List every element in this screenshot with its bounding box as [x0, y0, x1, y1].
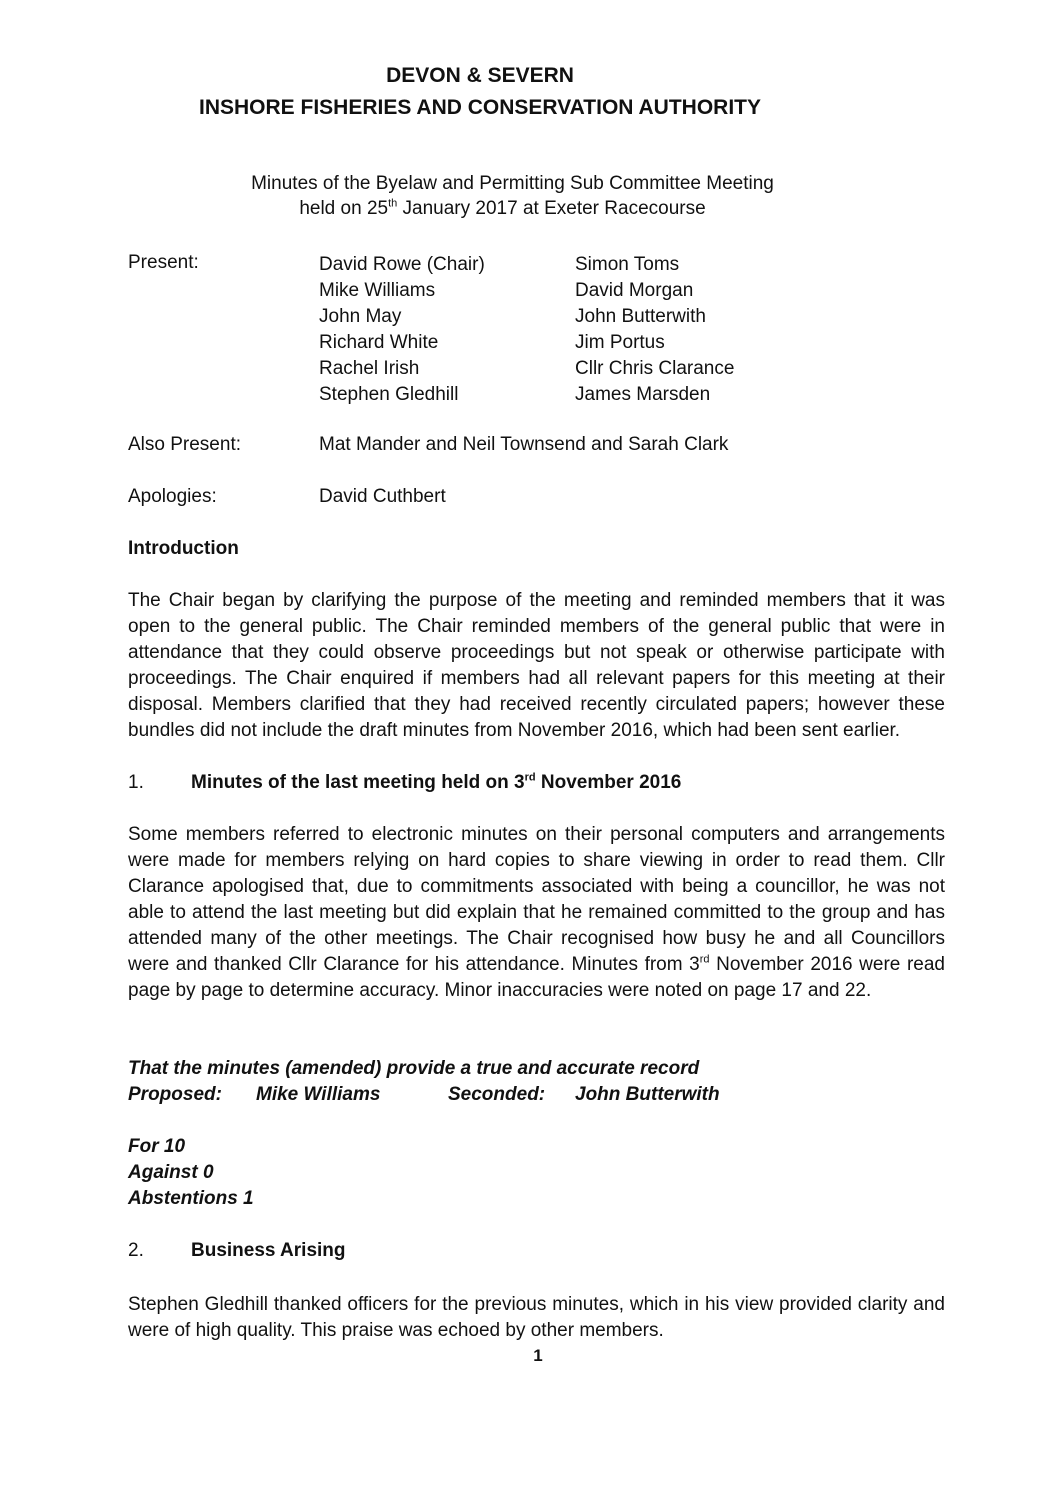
page-number: 1 [533, 1346, 543, 1365]
attendee: Rachel Irish [319, 358, 420, 379]
apologies-value: David Cuthbert [319, 486, 446, 507]
attendee: John May [319, 306, 402, 327]
attendee: Stephen Gledhill [319, 384, 459, 405]
section-1-title-suffix: rd [524, 771, 536, 784]
proposed-name: Mike Williams [256, 1084, 381, 1105]
section-1-body-text: Some members referred to electronic minutes on their personal computers and arrangements were made for members relying on hard copies to share viewing in order to read them. Cllr Clarance apologised that, due to commitments associated with being a councillor, he was not able to attend the last meeting but did explain that he remained committed to the group and has attended many of the other meetings. The Chair recognised how busy he and all Councillors were and thanked Cllr Clarance for his attendance. Minutes from 3 [128, 824, 945, 975]
also-present-label: Also Present: [128, 434, 241, 455]
vote-against: Against 0 [128, 1162, 214, 1183]
section-1-body-suffix: rd [699, 953, 710, 966]
attendee: David Rowe (Chair) [319, 254, 485, 275]
resolution-text: That the minutes (amended) provide a true and accurate record [128, 1058, 700, 1079]
document-title-line1: DEVON & SEVERN [386, 64, 574, 87]
section-2-number: 2. [128, 1240, 144, 1261]
introduction-heading: Introduction [128, 538, 239, 559]
attendee: Jim Portus [575, 332, 665, 353]
attendee: Simon Toms [575, 254, 680, 275]
also-present-value: Mat Mander and Neil Townsend and Sarah Clark [319, 434, 729, 455]
introduction-body: The Chair began by clarifying the purpose of the meeting and reminded members that it was open to the general public. The Chair reminded members of the general public that were in attendance that they could observe proceedings but not speak or otherwise participate with proceedings. The Chair enquired if members had all relevant papers for this meeting at their disposal. Members clarified that they had received recently circulated papers; however these bundles did not include the draft minutes from November 2016, which had been sent earlier. [128, 590, 945, 741]
meeting-date-prefix: held on 25 [299, 198, 389, 219]
present-label: Present: [128, 252, 199, 273]
section-1-title [191, 772, 681, 794]
section-1-title-text: Minutes of the last meeting held on 3 [191, 772, 525, 793]
seconded-label: Seconded: [448, 1084, 546, 1105]
meeting-subtitle-line2 [0, 198, 1005, 220]
section-2-body: Stephen Gledhill thanked officers for the previous minutes, which in his view provided clarity and were of high quality. This praise was echoed by other members. [128, 1294, 945, 1341]
attendee: James Marsden [575, 384, 711, 405]
seconded-name: John Butterwith [575, 1084, 720, 1105]
attendee: Richard White [319, 332, 439, 353]
attendee: John Butterwith [575, 306, 706, 327]
vote-abstentions: Abstentions 1 [128, 1188, 254, 1209]
proposed-label: Proposed: [128, 1084, 222, 1105]
attendee: Cllr Chris Clarance [575, 358, 735, 379]
meeting-subtitle-line1: Minutes of the Byelaw and Permitting Sub Committee Meeting [251, 173, 774, 194]
vote-for: For 10 [128, 1136, 186, 1157]
present-column-2 [575, 252, 734, 408]
section-1-body-rest: November 2016 were read page by page to determine accuracy. Minor inaccuracies were noted on page 17 and 22. [128, 954, 945, 1001]
meeting-date-rest: January 2017 at Exeter Racecourse [397, 198, 706, 219]
attendee: David Morgan [575, 280, 694, 301]
section-1-number: 1. [128, 772, 144, 793]
meeting-date-suffix: th [388, 197, 398, 210]
present-column-1 [319, 252, 485, 408]
section-1-title-rest: November 2016 [535, 772, 682, 793]
apologies-label: Apologies: [128, 486, 217, 507]
section-2-title: Business Arising [191, 1240, 346, 1261]
section-1-body [128, 822, 945, 1004]
document-title-line2: INSHORE FISHERIES AND CONSERVATION AUTHORITY [199, 96, 761, 119]
attendee: Mike Williams [319, 280, 436, 301]
